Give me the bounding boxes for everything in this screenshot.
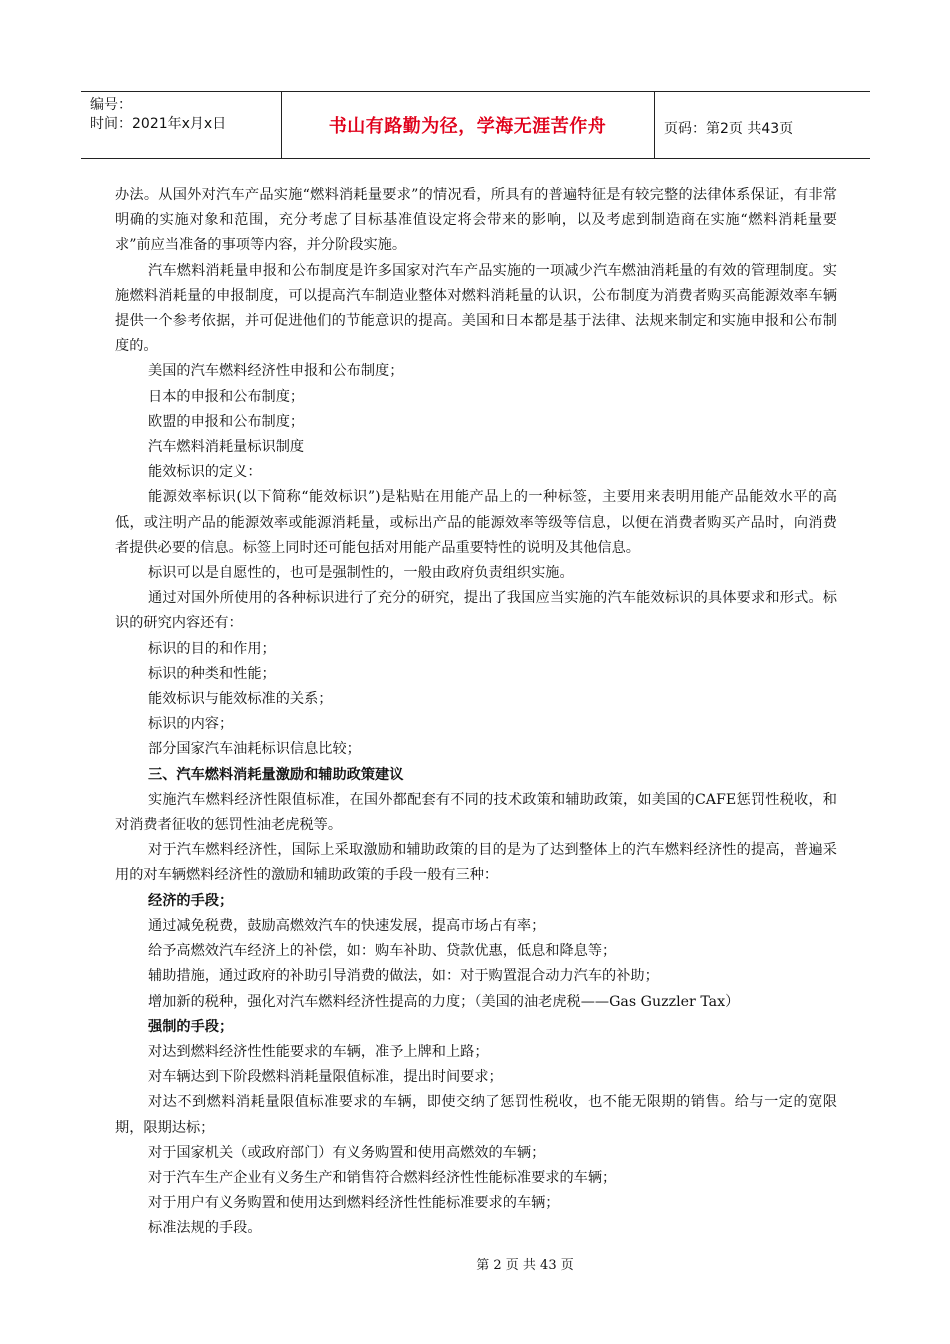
page-footer: 第 2 页 共 43 页 (476, 1258, 574, 1273)
list-item: 对车辆达到下阶段燃料消耗量限值标准，提出时间要求； (148, 1069, 503, 1086)
list-item: 对于国家机关（或政府部门）有义务购置和使用高燃效的车辆； (148, 1144, 546, 1161)
page-header (81, 91, 870, 159)
header-page-cell (654, 92, 870, 158)
section-heading: 三、汽车燃料消耗量激励和辅助政策建议 (148, 766, 404, 783)
list-item: 给予高燃效汽车经济上的补偿，如：购车补助、贷款优惠，低息和降息等； (148, 943, 617, 960)
list-item: 对于汽车生产企业有义务生产和销售符合燃料经济性性能标准要求的车辆； (148, 1169, 617, 1186)
list-item: 汽车燃料消耗量标识制度 (148, 439, 305, 456)
header-page-info: 页码：第2页 共43页 (664, 121, 794, 137)
list-item: 欧盟的申报和公布制度； (148, 413, 305, 430)
header-motto: 书山有路勤为径，学海无涯苦作舟 (328, 116, 607, 137)
list-item: 增加新的税种，强化对汽车燃料经济性提高的力度；（美国的油老虎税——Gas Guzzler Tax） (148, 993, 740, 1010)
document-time-label: 时间：2021年x月x日 (90, 116, 227, 132)
list-item: 能效标识与能效标准的关系； (148, 691, 333, 708)
list-item: 对达到燃料经济性性能要求的车辆，准予上牌和上路； (148, 1043, 489, 1060)
document-number-label: 编号： (90, 97, 132, 113)
paragraph: 标识可以是自愿性的，也可是强制性的，一般由政府负责组织实施。 (148, 565, 574, 582)
list-item: 辅助措施，通过政府的补助引导消费的做法，如：对于购置混合动力汽车的补助； (148, 968, 659, 985)
list-item: 通过减免税费，鼓励高燃效汽车的快速发展，提高市场占有率； (148, 917, 546, 934)
subheading: 强制的手段； (148, 1018, 234, 1035)
paragraph: 对达不到燃料消耗量限值标准要求的车辆，即使交纳了惩罚性税收，也不能无限期的销售。给与一定的宽限期，限期达标； (115, 1094, 837, 1136)
document-body (115, 183, 837, 1242)
list-item: 日本的申报和公布制度； (148, 388, 305, 405)
list-item: 能效标识的定义： (148, 464, 262, 481)
header-motto-cell (281, 92, 655, 158)
list-item: 美国的汽车燃料经济性申报和公布制度； (148, 363, 404, 380)
list-item: 对于用户有义务购置和使用达到燃料经济性性能标准要求的车辆； (148, 1195, 560, 1212)
list-item: 标准法规的手段。 (148, 1220, 262, 1237)
paragraph: 汽车燃料消耗量申报和公布制度是许多国家对汽车产品实施的一项减少汽车燃油消耗量的有效的管理制度。实施燃料消耗量的申报制度，可以提高汽车制造业整体对燃料消耗量的认识，公布制度为消费者购买高能源效率车辆提供一个参考依据，并可促进他们的节能意识的提高。美国和日本都是基于法律、法规来制定和实施申报和公布制度的。 (115, 262, 837, 355)
list-item: 部分国家汽车油耗标识信息比较； (148, 741, 361, 758)
list-item: 标识的目的和作用； (148, 640, 276, 657)
paragraph: 对于汽车燃料经济性，国际上采取激励和辅助政策的目的是为了达到整体上的汽车燃料经济性的提高，普遍采用的对车辆燃料经济性的激励和辅助政策的手段一般有三种： (115, 842, 837, 884)
paragraph: 办法。从国外对汽车产品实施“燃料消耗量要求”的情况看，所具有的普遍特征是有较完整的法律体系保证，有非常明确的实施对象和范围，充分考虑了目标基准值设定将会带来的影响，以及考虑到制造商在实施“燃料消耗量要求”前应当准备的事项等内容，并分阶段实施。 (115, 187, 837, 254)
list-item: 标识的内容； (148, 716, 234, 733)
paragraph: 实施汽车燃料经济性限值标准，在国外都配套有不同的技术政策和辅助政策，如美国的CAFE惩罚性税收，和对消费者征收的惩罚性油老虎税等。 (115, 791, 837, 834)
header-meta-cell (81, 92, 282, 158)
list-item: 标识的种类和性能； (148, 665, 276, 682)
subheading: 经济的手段； (148, 892, 234, 909)
paragraph: 通过对国外所使用的各种标识进行了充分的研究，提出了我国应当实施的汽车能效标识的具体要求和形式。标识的研究内容还有： (115, 590, 837, 632)
paragraph: 能源效率标识(以下简称“能效标识”)是粘贴在用能产品上的一种标签，主要用来表明用能产品能效水平的高低，或注明产品的能源效率或能源消耗量，或标出产品的能源效率等级等信息，以便在消费者购买产品时，向消费者提供必要的信息。标签上同时还可能包括对用能产品重要特性的说明及其他信息。 (115, 489, 837, 556)
